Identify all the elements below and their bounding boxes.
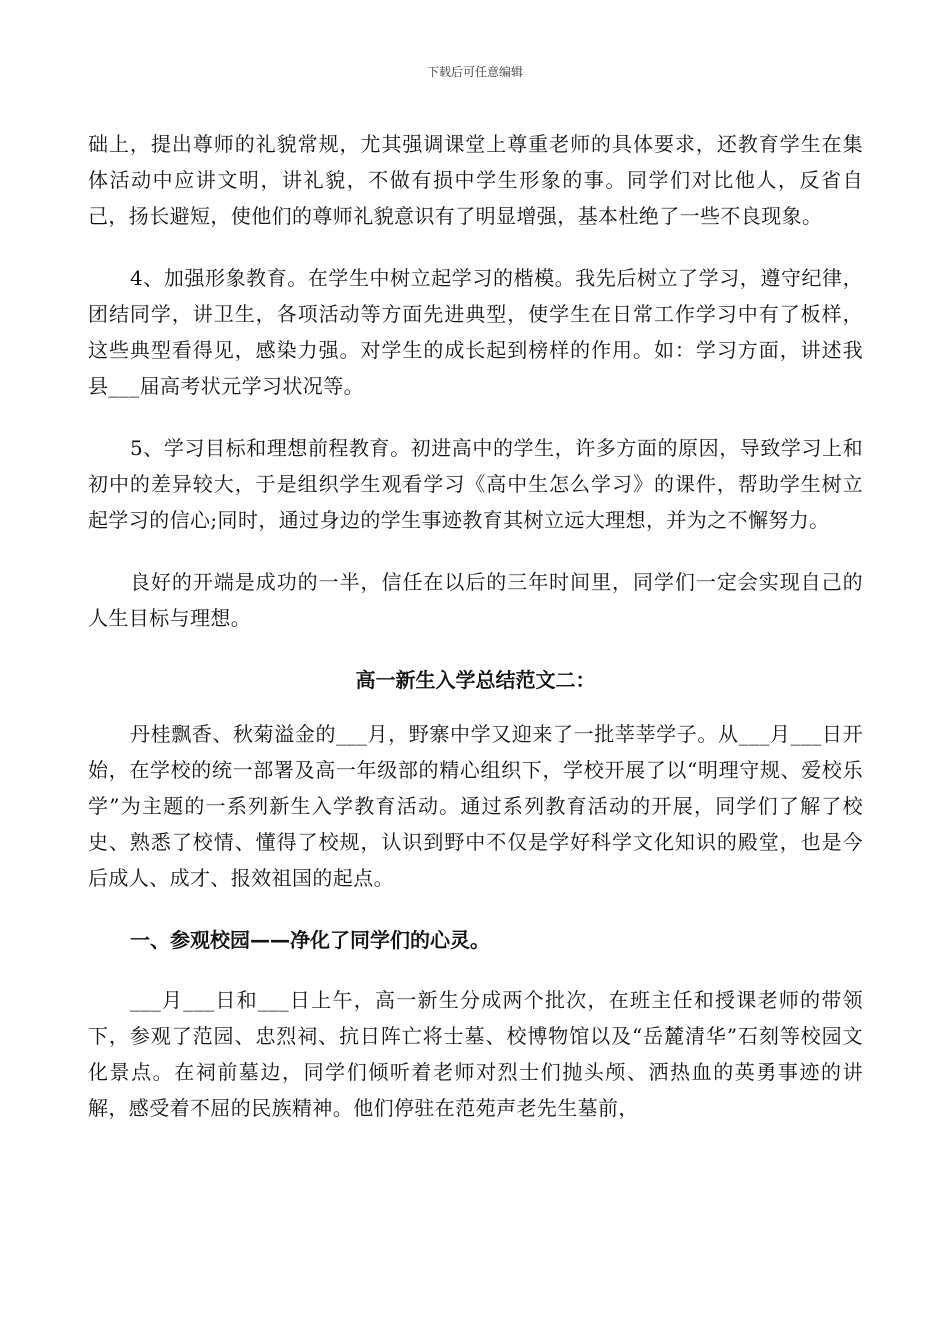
- paragraph-intro: 丹桂飘香、秋菊溢金的___月，野寨中学又迎来了一批莘莘学子。从___月___日开始，在学校的统一部署及高一年级部的精心组织下，学校开展了以“明理守规、爱校乐学”为主题的一系列新生入学教育活动。通过系列教育活动的开展，同学们了解了校史、熟悉了校情、懂得了校规，认识到野中不仅是学好科学文化知识的殿堂，也是今后成人、成才、报效祖国的起点。: [88, 722, 863, 890]
- subheading-campus-visit: 一、参观校园——净化了同学们的心灵。: [130, 928, 490, 952]
- paragraph-conclusion: 良好的开端是成功的一半，信任在以后的三年时间里，同学们一定会实现自己的人生目标与理想。: [88, 570, 863, 630]
- paragraph-goal-education: 5、学习目标和理想前程教育。初进高中的学生，许多方面的原因，导致学习上和初中的差异较大，于是组织学生观看学习《高中生怎么学习》的课件，帮助学生树立起学习的信心;同时，通过身边的学生事迹教育其树立远大理想，并为之不懈努力。: [88, 436, 863, 532]
- paragraph-continuation: 础上，提出尊师的礼貌常规，尤其强调课堂上尊重老师的具体要求，还教育学生在集体活动中应讲文明，讲礼貌，不做有损中学生形象的事。同学们对比他人，反省自己，扬长避短，使他们的尊师礼貌意识有了明显增强，基本杜绝了一些不良现象。: [88, 132, 863, 228]
- section-title: 高一新生入学总结范文二：: [355, 668, 596, 692]
- document-body: [88, 126, 863, 1152]
- page-header: 下载后可任意编辑: [426, 65, 523, 79]
- paragraph-image-education: 4、加强形象教育。在学生中树立起学习的楷模。我先后树立了学习，遵守纪律，团结同学，讲卫生，各项活动等方面先进典型，使学生在日常工作学习中有了板样，这些典型看得见，感染力强。对学生的成长起到榜样的作用。如：学习方面，讲述我县___届高考状元学习状况等。: [88, 266, 863, 398]
- paragraph-campus-visit: ___月___日和___日上午，高一新生分成两个批次，在班主任和授课老师的带领下，参观了范园、忠烈祠、抗日阵亡将士墓、校博物馆以及“岳麓清华”石刻等校园文化景点。在祠前墓边，同学们倾听着老师对烈士们抛头颅、洒热血的英勇事迹的讲解，感受着不屈的民族精神。他们停驻在范苑声老先生墓前，: [88, 988, 863, 1120]
